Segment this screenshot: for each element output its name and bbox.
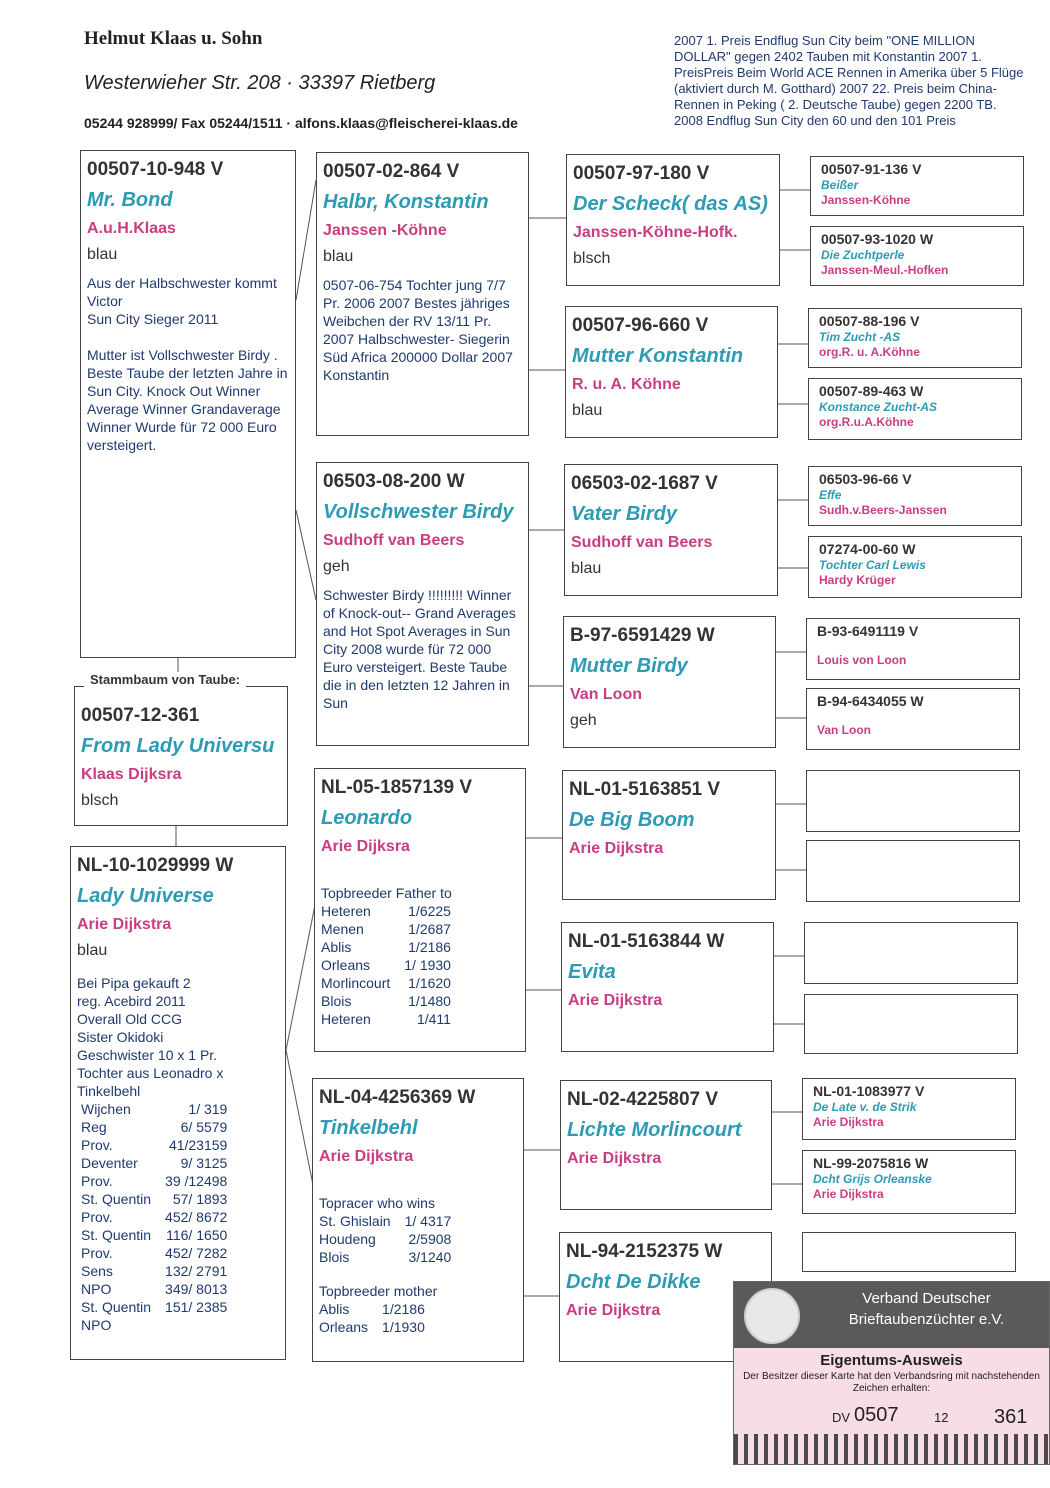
ring-number: B-97-6591429 W <box>570 625 715 646</box>
pigeon-notes: Bei Pipa gekauft 2 reg. Acebird 2011 Overall Old CCG Sister Okidoki Geschwister 10 x 1 Pr. Tochter aus Leonadro x Tinkelbehl <box>77 975 224 1099</box>
stat-cell <box>165 1316 227 1334</box>
breeder: Arie Dijkstra <box>813 1115 884 1129</box>
ring-number: NL-94-2152375 W <box>566 1241 723 1262</box>
pigeon-notes: Aus der Halbschwester kommt Victor Sun City Sieger 2011 Mutter ist Vollschwester Birdy . Beste Taube der letzten Jahre in Sun City. Knock Out Winner Average Winner Grandaverage Winner Wurde für 72 000 Euro versteigert. <box>87 275 288 453</box>
stat-cell: Ablis <box>319 1301 350 1317</box>
gen4-box <box>802 1150 1016 1214</box>
pigeon-name: Dcht Grijs Orleanske <box>813 1172 932 1186</box>
gen3-box <box>562 770 776 900</box>
ring-number: 00507-97-180 V <box>573 163 710 184</box>
breeder: Van Loon <box>817 723 871 737</box>
pigeon-name: Der Scheck( das AS) <box>573 193 768 215</box>
breeder: Janssen -Köhne <box>323 222 447 239</box>
gen4-box <box>802 1078 1016 1140</box>
stat-cell: 1/ 1930 <box>404 957 451 973</box>
stat-cell: St. Quentin <box>81 1227 152 1243</box>
gen4-box-empty <box>804 994 1018 1054</box>
pigeon-color: geh <box>570 712 597 729</box>
stats-label-2: Topbreeder mother <box>319 1283 438 1299</box>
offspring-results <box>321 902 451 1028</box>
ownership-card <box>733 1281 1050 1465</box>
ring-number: 00507-93-1020 W <box>821 231 934 247</box>
ring-number: 00507-02-864 V <box>323 161 460 182</box>
pigeon-notes: Schwester Birdy !!!!!!!!! Winner of Knock-out-- Grand Averages and Hot Spot Averages in Sun City 2008 wurde für 72 000 Euro versteigert. Beste Taube die in den letzten 12 Jahren in Sun <box>323 587 516 711</box>
gen4-box <box>808 466 1022 526</box>
breeder: Arie Dijkstra <box>567 1150 662 1167</box>
pigeon-name: Vollschwester Birdy <box>323 501 514 523</box>
org-name-line2: Brieftaubenzüchter e.V. <box>848 1311 1005 1328</box>
org-name-line1: Verband Deutscher <box>862 1290 991 1307</box>
stat-cell: Orleans <box>319 1319 369 1335</box>
gen4-box <box>806 688 1020 750</box>
pigeon-name: Lady Universe <box>77 885 214 907</box>
pigeon-name: De Big Boom <box>569 809 695 831</box>
stat-cell: St. Quentin <box>81 1299 152 1315</box>
gen4-box <box>808 536 1022 598</box>
pigeon-name: Effe <box>819 488 842 502</box>
breeder: Sudhoff van Beers <box>571 534 713 551</box>
breeder: org.R.u.A.Köhne <box>819 415 914 429</box>
pigeon-name: Evita <box>568 961 616 983</box>
card-year: 12 <box>934 1410 949 1425</box>
pigeon-name: Halbr, Konstantin <box>323 191 489 213</box>
breeder: Arie Dijkstra <box>813 1187 884 1201</box>
stat-cell: 349/ 8013 <box>165 1281 228 1297</box>
breeder: Janssen-Meul.-Hofken <box>821 263 949 277</box>
ring-number: 00507-91-136 V <box>821 161 922 177</box>
gen3-box <box>566 154 780 286</box>
pigeon-color: blau <box>77 942 108 959</box>
card-pattern <box>734 1434 1049 1464</box>
gen3-box <box>560 1080 772 1210</box>
stat-cell: 452/ 7282 <box>165 1245 228 1261</box>
card-dv: DV <box>832 1410 851 1425</box>
breeder: Arie Dijkstra <box>319 1148 414 1165</box>
pigeon-color: blau <box>323 248 354 265</box>
stat-cell: 41/23159 <box>168 1137 228 1153</box>
ring-number: NL-99-2075816 W <box>813 1155 929 1171</box>
dam-sire-box <box>314 768 526 1052</box>
gen3-box <box>563 616 776 748</box>
ring-number: 06503-96-66 V <box>819 471 912 487</box>
race-results <box>319 1212 451 1266</box>
pigeon-name: Tinkelbehl <box>319 1117 418 1139</box>
pigeon-name: Mutter Birdy <box>570 655 688 677</box>
stat-cell: 57/ 1893 <box>172 1191 228 1207</box>
sire-box <box>80 150 296 658</box>
stat-cell: 1/1480 <box>408 993 451 1009</box>
pigeon-name: Vater Birdy <box>571 503 677 525</box>
breeder: Sudh.v.Beers-Janssen <box>819 503 947 517</box>
ring-number: NL-01-1083977 V <box>813 1083 925 1099</box>
stat-cell: Reg <box>81 1119 107 1135</box>
gen4-box-empty <box>806 770 1020 832</box>
breeder: Arie Dijkstra <box>566 1302 661 1319</box>
breeder: Arie Dijkstra <box>77 916 172 933</box>
stat-cell: Heteren <box>321 1011 371 1027</box>
pigeon-color: blau <box>572 402 603 419</box>
pigeon-name: Tim Zucht -AS <box>819 330 901 344</box>
breeder: Arie Dijkstra <box>568 992 663 1009</box>
breeder: Arie Dijkstra <box>569 840 664 857</box>
pigeon-color: blsch <box>573 250 611 267</box>
pigeon-notes: 0507-06-754 Tochter jung 7/7 Pr. 2006 2007 Bestes jähriges Weibchen der RV 13/11 Pr. 2007 Halbschwester- Siegerin Süd Africa 200000 Dollar 2007 Konstantin <box>323 277 513 383</box>
ring-number: NL-01-5163851 V <box>569 779 721 800</box>
ring-number: NL-10-1029999 W <box>77 855 234 876</box>
card-number: 361 <box>994 1406 1028 1428</box>
card-club: 0507 <box>854 1404 899 1426</box>
subject-box <box>74 686 288 826</box>
stat-cell: Orleans <box>321 957 371 973</box>
stat-cell: Heteren <box>321 903 371 919</box>
stat-cell: 1/2687 <box>408 921 451 937</box>
pigeon-name: Beißer <box>821 178 859 192</box>
stat-cell: St. Quentin <box>81 1191 152 1207</box>
stat-cell: St. Ghislain <box>319 1213 391 1229</box>
stat-cell: 9/ 3125 <box>180 1155 228 1171</box>
stat-cell: Blois <box>321 993 352 1009</box>
stat-cell: 151/ 2385 <box>165 1299 228 1315</box>
ring-number: NL-04-4256369 W <box>319 1087 476 1108</box>
breeder: Sudhoff van Beers <box>323 532 465 549</box>
race-results <box>81 1100 227 1334</box>
breeder: Janssen-Köhne <box>821 193 911 207</box>
pigeon-name: Dcht De Dikke <box>566 1271 701 1293</box>
ring-number: 00507-10-948 V <box>87 159 224 180</box>
stat-cell: Prov. <box>81 1173 113 1189</box>
stat-cell: NPO <box>81 1317 112 1333</box>
stat-cell: NPO <box>81 1281 112 1297</box>
gen4-box-empty <box>804 922 1018 984</box>
stat-cell: Sens <box>81 1263 113 1279</box>
stat-cell: Blois <box>319 1249 350 1265</box>
stat-cell: 3/1240 <box>408 1249 452 1265</box>
gen4-box <box>808 308 1022 368</box>
breeder: Hardy Krüger <box>819 573 896 587</box>
stats-label: Topbreeder Father to <box>321 885 452 901</box>
offspring-results <box>319 1300 425 1336</box>
pigeon-color: blsch <box>81 792 119 809</box>
pigeon-name: Tochter Carl Lewis <box>819 558 926 572</box>
gen3-box <box>564 464 778 596</box>
breeder-address: Westerwieher Str. 208 · 33397 Rietberg <box>84 72 436 94</box>
breeder: R. u. A. Köhne <box>572 376 681 393</box>
ring-number: NL-01-5163844 W <box>568 931 725 952</box>
pigeon-color: blau <box>571 560 602 577</box>
gen3-box <box>561 922 774 1052</box>
stat-cell: Prov. <box>81 1209 113 1225</box>
stat-cell: 6/ 5579 <box>180 1119 228 1135</box>
stat-cell: 116/ 1650 <box>166 1227 228 1243</box>
ring-number: NL-05-1857139 V <box>321 777 473 798</box>
stat-cell: Ablis <box>321 939 352 955</box>
breeder-contact: 05244 928999/ Fax 05244/1511 · alfons.klaas@fleischerei-klaas.de <box>84 115 518 131</box>
breeder: Van Loon <box>570 686 642 703</box>
gen4-box <box>806 618 1020 680</box>
stat-cell: 1/6225 <box>408 903 451 919</box>
breeder: Klaas Dijksra <box>81 766 182 783</box>
pigeon-name: De Late v. de Strik <box>813 1100 917 1114</box>
stat-cell: 1/1620 <box>408 975 451 991</box>
gen4-box <box>810 226 1024 286</box>
pigeon-color: geh <box>323 558 350 575</box>
stat-cell: 1/ 4317 <box>404 1213 452 1229</box>
pigeon-name: Die Zuchtperle <box>821 248 905 262</box>
stammbaum-label: Stammbaum von Taube: <box>84 672 246 687</box>
stat-cell: Wijchen <box>81 1101 131 1117</box>
pigeon-name: Konstance Zucht-AS <box>819 400 938 414</box>
breeder-name: Helmut Klaas u. Sohn <box>84 28 263 49</box>
dam-box <box>70 846 286 1360</box>
ring-number: 06503-02-1687 V <box>571 473 718 494</box>
stat-cell: 1/411 <box>416 1011 451 1027</box>
stats-label: Topracer who wins <box>319 1195 435 1211</box>
gen4-box-empty <box>806 840 1020 902</box>
ring-number: 07274-00-60 W <box>819 541 916 557</box>
breeder: org.R. u. A.Köhne <box>819 345 920 359</box>
pigeon-name: From Lady Universu <box>81 735 275 757</box>
ring-code <box>734 1404 1049 1432</box>
stat-cell: 1/1930 <box>382 1319 425 1335</box>
dam-dam-box <box>312 1078 524 1362</box>
pigeon-name: Mutter Konstantin <box>572 345 744 367</box>
sire-dam-box <box>316 462 529 746</box>
stat-cell: 39 /12498 <box>165 1173 228 1189</box>
ring-number: B-93-6491119 V <box>817 623 919 639</box>
sire-sire-box <box>316 152 529 436</box>
gen3-box <box>565 306 778 438</box>
pigeon-color: blau <box>87 246 118 263</box>
gen4-box <box>808 378 1022 440</box>
stat-cell: Houdeng <box>319 1231 376 1247</box>
gen4-box <box>810 156 1024 216</box>
dove-logo-icon <box>744 1288 800 1344</box>
card-title: Eigentums-Ausweis <box>820 1352 963 1369</box>
ring-number: NL-02-4225807 V <box>567 1089 719 1110</box>
ring-number: 06503-08-200 W <box>323 471 465 492</box>
stat-cell: Morlincourt <box>321 975 391 991</box>
ring-number: 00507-88-196 V <box>819 313 920 329</box>
card-text: Der Besitzer dieser Karte hat den Verbandsring mit nachstehenden Zeichen erhalten: <box>743 1371 1040 1394</box>
stat-cell: 1/ 319 <box>188 1101 228 1117</box>
breeder: Louis von Loon <box>817 653 907 667</box>
ring-number: 00507-96-660 V <box>572 315 709 336</box>
stat-cell: 452/ 8672 <box>165 1209 228 1225</box>
stat-cell: Menen <box>321 921 364 937</box>
stat-cell: Deventer <box>81 1155 138 1171</box>
stat-cell: 132/ 2791 <box>165 1263 228 1279</box>
breeder: Janssen-Köhne-Hofk. <box>573 224 738 241</box>
ring-number: 00507-12-361 <box>81 705 200 726</box>
stat-cell: 1/2186 <box>408 939 451 955</box>
pigeon-name: Lichte Morlincourt <box>567 1119 742 1141</box>
breeder: A.u.H.Klaas <box>87 220 176 237</box>
ring-number: B-94-6434055 W <box>817 693 924 709</box>
header-achievements: 2007 1. Preis Endflug Sun City beim "ONE MILLION DOLLAR" gegen 2402 Tauben mit Konstantin 2007 1. PreisPreis Beim World ACE Rennen in Amerika über 5 Flüge (aktiviert durch M. Gotthard) 2007 22. Preis beim China-Rennen in Peking ( 2. Deutsche Taube) gegen 2200 TB. 2008 Endflug Sun City den 60 und den 101 Preis <box>674 33 1024 128</box>
stat-cell: 1/2186 <box>382 1301 425 1317</box>
gen4-box-empty <box>802 1232 1016 1272</box>
pigeon-name: Mr. Bond <box>87 189 173 211</box>
stat-cell: Prov. <box>81 1245 113 1261</box>
stat-cell: Prov. <box>81 1137 113 1153</box>
pigeon-name: Leonardo <box>321 807 413 829</box>
ring-number: 00507-89-463 W <box>819 383 924 399</box>
breeder: Arie Dijksra <box>321 838 410 855</box>
stat-cell: 2/5908 <box>408 1231 452 1247</box>
